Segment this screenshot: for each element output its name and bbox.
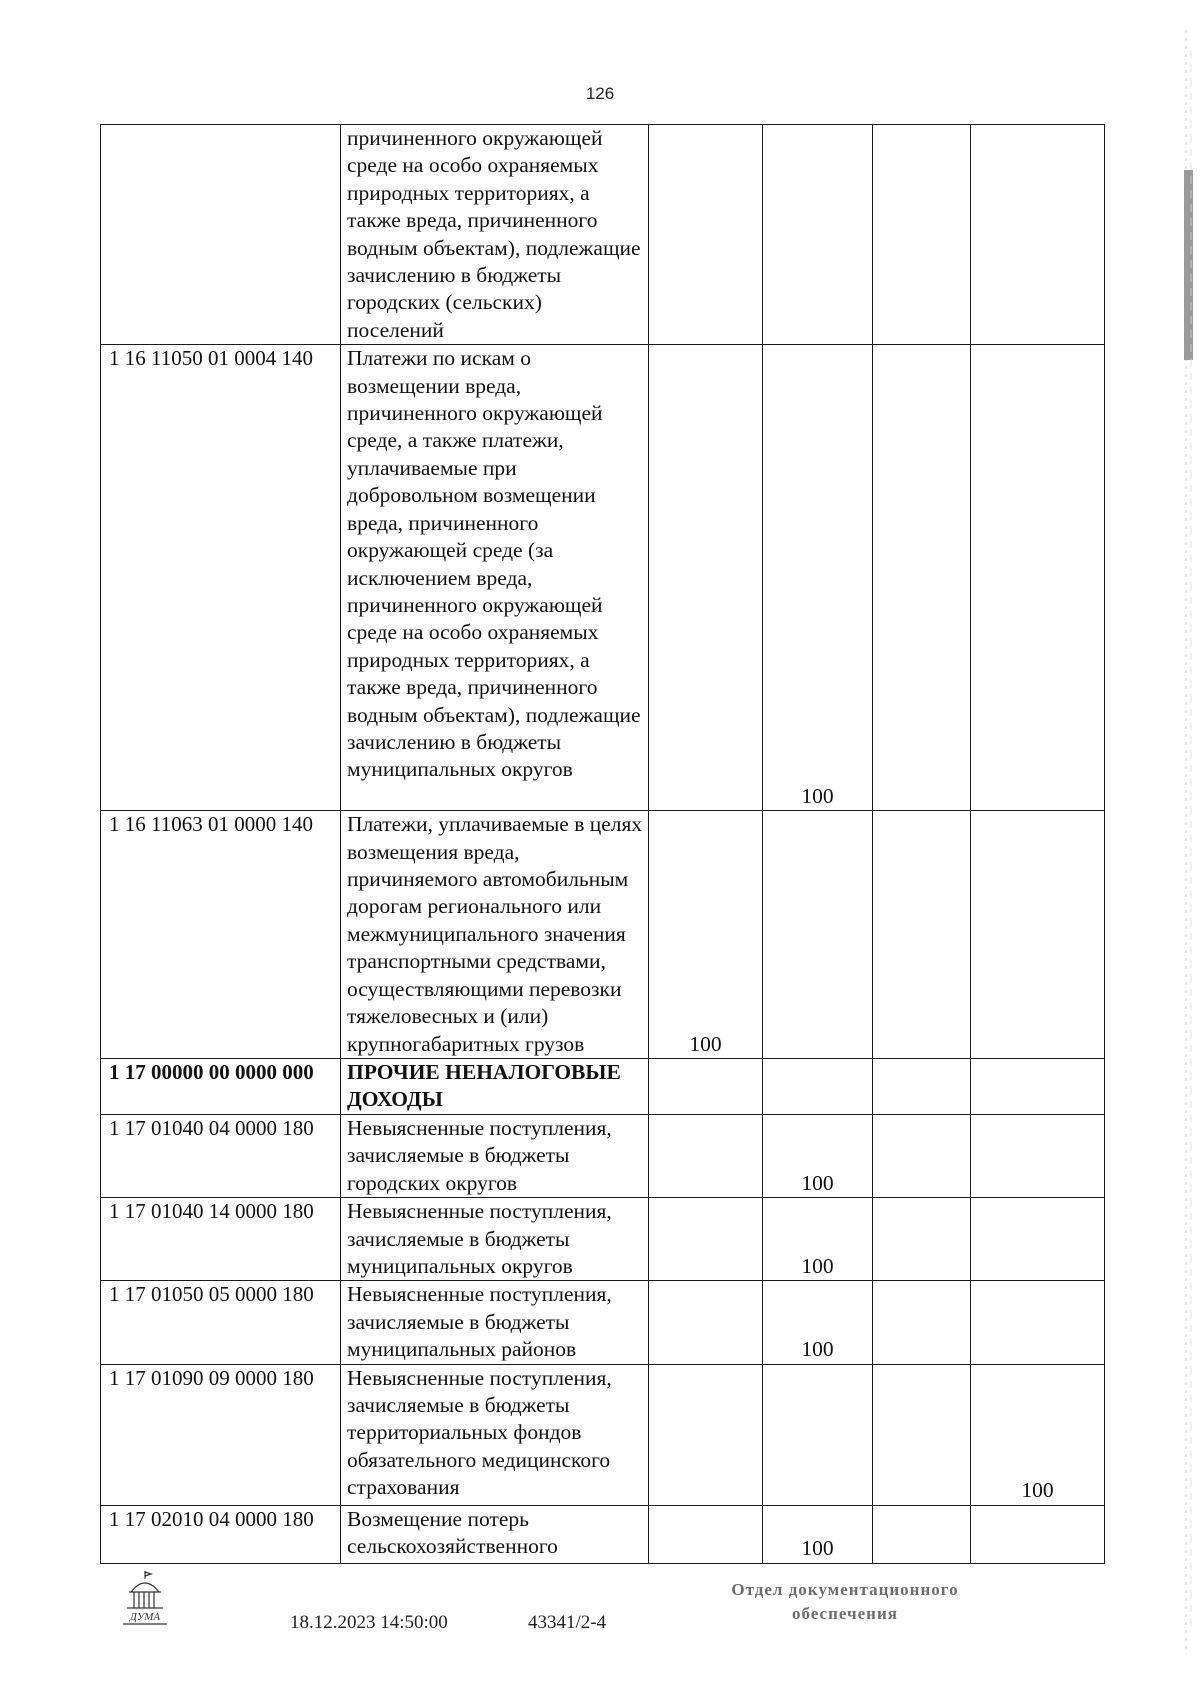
row-value-col1 <box>649 125 763 345</box>
row-value-col3 <box>873 1198 971 1281</box>
row-value-col2 <box>763 1364 873 1505</box>
row-name: Невыясненные поступления, зачисляемые в бюджеты городских округов <box>341 1114 649 1197</box>
row-value-col3 <box>873 125 971 345</box>
row-value-col2: 100 <box>763 1198 873 1281</box>
row-value-col3 <box>873 1505 971 1563</box>
row-value-col2: 100 <box>763 345 873 811</box>
row-code: 1 17 01090 09 0000 180 <box>101 1364 341 1505</box>
row-value-col3 <box>873 1281 971 1364</box>
table-row <box>101 1364 1105 1505</box>
table-row <box>101 1058 1105 1114</box>
row-value-col4 <box>971 811 1105 1059</box>
row-name: Платежи, уплачиваемые в целях возмещения вреда, причиняемого автомобильным дорогам регионального или межмуниципального значения транспортными средствами, осуществляющими перевозки тяжеловесных и (или) крупногабаритных грузов <box>341 811 649 1059</box>
stamp-line-2: обеспечения <box>792 1604 898 1623</box>
scan-edge-artifact <box>1182 30 1194 1650</box>
row-value-col2 <box>763 1058 873 1114</box>
row-code: 1 16 11050 01 0004 140 <box>101 345 341 811</box>
row-value-col1 <box>649 1281 763 1364</box>
row-value-col4 <box>971 345 1105 811</box>
row-value-col3 <box>873 1058 971 1114</box>
row-name: Невыясненные поступления, зачисляемые в бюджеты муниципальных районов <box>341 1281 649 1364</box>
row-code: 1 17 02010 04 0000 180 <box>101 1505 341 1563</box>
row-value-col2: 100 <box>763 1505 873 1563</box>
row-value-col3 <box>873 1364 971 1505</box>
row-code: 1 17 01040 04 0000 180 <box>101 1114 341 1197</box>
table-row <box>101 811 1105 1059</box>
row-name: Платежи по искам о возмещении вреда, причиненного окружающей среде, а также платежи, уплачиваемые при добровольном возмещении вреда, причиненного окружающей среде (за исключением вреда, причиненного окружающей среде на особо охраняемых природных территориях, а также вреда, причиненного водным объектам), подлежащие зачислению в бюджеты муниципальных округов <box>341 345 649 811</box>
row-value-col1: 100 <box>649 811 763 1059</box>
row-value-col4 <box>971 1114 1105 1197</box>
row-value-col2: 100 <box>763 1281 873 1364</box>
duma-building-logo <box>117 1570 173 1626</box>
row-code: 1 17 00000 00 0000 000 <box>101 1058 341 1114</box>
row-value-col2 <box>763 125 873 345</box>
row-value-col4 <box>971 1505 1105 1563</box>
row-code: 1 16 11063 01 0000 140 <box>101 811 341 1059</box>
stamp-line-1: Отдел документационного <box>731 1580 959 1599</box>
page-number: 126 <box>585 84 615 103</box>
row-value-col3 <box>873 1114 971 1197</box>
table-row <box>101 125 1105 345</box>
row-value-col3 <box>873 345 971 811</box>
row-value-col1 <box>649 1505 763 1563</box>
table-row <box>101 1114 1105 1197</box>
row-value-col4: 100 <box>971 1364 1105 1505</box>
row-name: Невыясненные поступления, зачисляемые в бюджеты муниципальных округов <box>341 1198 649 1281</box>
row-value-col2: 100 <box>763 1114 873 1197</box>
revenue-codes-table <box>100 124 1105 1564</box>
row-code: 1 17 01040 14 0000 180 <box>101 1198 341 1281</box>
row-code <box>101 125 341 345</box>
row-value-col4 <box>971 125 1105 345</box>
table-row <box>101 1198 1105 1281</box>
table-row <box>101 345 1105 811</box>
row-value-col4 <box>971 1281 1105 1364</box>
row-value-col1 <box>649 1058 763 1114</box>
row-value-col1 <box>649 1198 763 1281</box>
row-name: Невыясненные поступления, зачисляемые в бюджеты территориальных фондов обязательного медицинского страхования <box>341 1364 649 1505</box>
row-name: Возмещение потерь сельскохозяйственного <box>341 1505 649 1563</box>
row-code: 1 17 01050 05 0000 180 <box>101 1281 341 1364</box>
table-row <box>101 1281 1105 1364</box>
row-value-col4 <box>971 1058 1105 1114</box>
row-value-col1 <box>649 1114 763 1197</box>
row-name: причиненного окружающей среде на особо охраняемых природных территориях, а также вреда, причиненного водным объектам), подлежащие зачислению в бюджеты городских (сельских) поселений <box>341 125 649 345</box>
logo-text: ДУМА <box>129 1611 161 1623</box>
row-value-col2 <box>763 811 873 1059</box>
row-value-col1 <box>649 345 763 811</box>
row-value-col3 <box>873 811 971 1059</box>
department-stamp <box>700 1578 990 1626</box>
timestamp: 18.12.2023 14:50:00 <box>290 1612 448 1633</box>
document-reference: 43341/2-4 <box>528 1612 607 1633</box>
row-value-col4 <box>971 1198 1105 1281</box>
row-name: ПРОЧИЕ НЕНАЛОГОВЫЕ ДОХОДЫ <box>341 1058 649 1114</box>
table-row <box>101 1505 1105 1563</box>
row-value-col1 <box>649 1364 763 1505</box>
